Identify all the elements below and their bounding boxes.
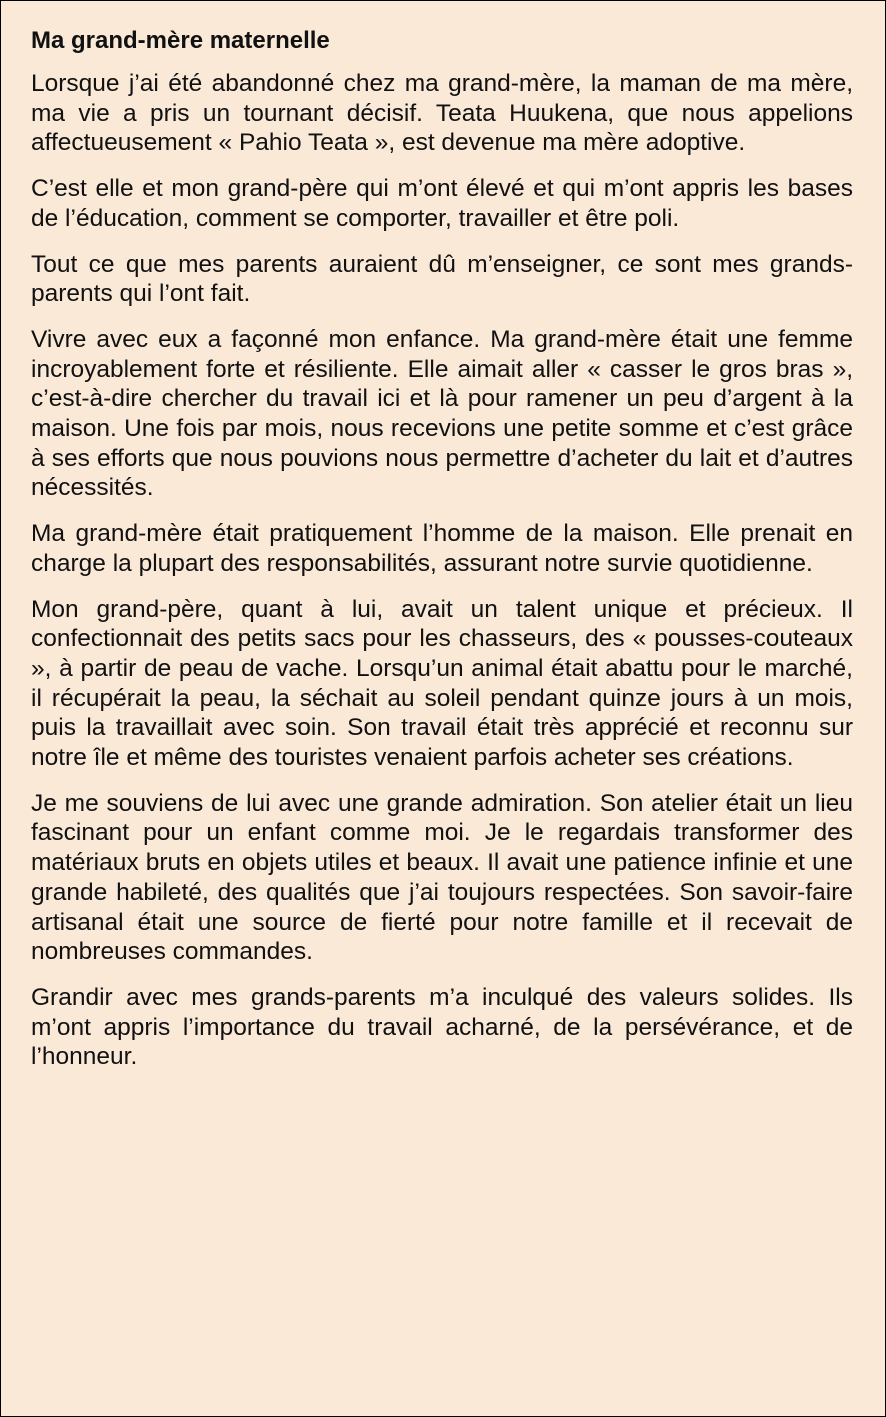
paragraph-3: Tout ce que mes parents auraient dû m’enseigner, ce sont mes grands-parents qui l’ont fait. — [31, 250, 853, 308]
paragraph-7: Je me souviens de lui avec une grande admiration. Son atelier était un lieu fascinant pour un enfant comme moi. Je le regardais transformer des matériaux bruts en objets utiles et beaux. Il avait une patience infinie et une grande habileté, des qualités que j’ai toujours respectées. Son savoir-faire artisanal était une source de fierté pour notre famille et il recevait de nombreuses commandes. — [31, 789, 853, 966]
document-title: Ma grand-mère maternelle — [31, 27, 330, 54]
paragraph-1: Lorsque j’ai été abandonné chez ma grand-mère, la maman de ma mère, ma vie a pris un tournant décisif. Teata Huukena, que nous appelions affectueusement « Pahio Teata », est devenue ma mère adoptive. — [31, 70, 853, 157]
paragraph-2: C’est elle et mon grand-père qui m’ont élevé et qui m’ont appris les bases de l’éducation, comment se comporter, travailler et être poli. — [31, 175, 853, 232]
paragraph-4: Vivre avec eux a façonné mon enfance. Ma grand-mère était une femme incroyablement forte et résiliente. Elle aimait aller « casser le gros bras », c’est-à-dire chercher du travail ici et là pour ramener un peu d’argent à la maison. Une fois par mois, nous recevions une petite somme et c’est grâce à ses efforts que nous pouvions nous permettre d’acheter du lait et d’autres nécessités. — [31, 325, 853, 502]
paragraph-8: Grandir avec mes grands-parents m’a inculqué des valeurs solides. Ils m’ont appris l’importance du travail acharné, de la persévérance, et de l’honneur. — [31, 983, 853, 1071]
paragraph-6: Mon grand-père, quant à lui, avait un talent unique et précieux. Il confectionnait des petits sacs pour les chasseurs, des « pousses-couteaux », à partir de peau de vache. Lorsqu’un animal était abattu pour le marché, il récupérait la peau, la séchait au soleil pendant quinze jours à un mois, puis la travaillait avec soin. Son travail était très apprécié et reconnu sur notre île et même des touristes venaient parfois acheter ses créations. — [31, 595, 853, 772]
paragraph-5: Ma grand-mère était pratiquement l’homme de la maison. Elle prenait en charge la plupart des responsabilités, assurant notre survie quotidienne. — [31, 520, 853, 577]
